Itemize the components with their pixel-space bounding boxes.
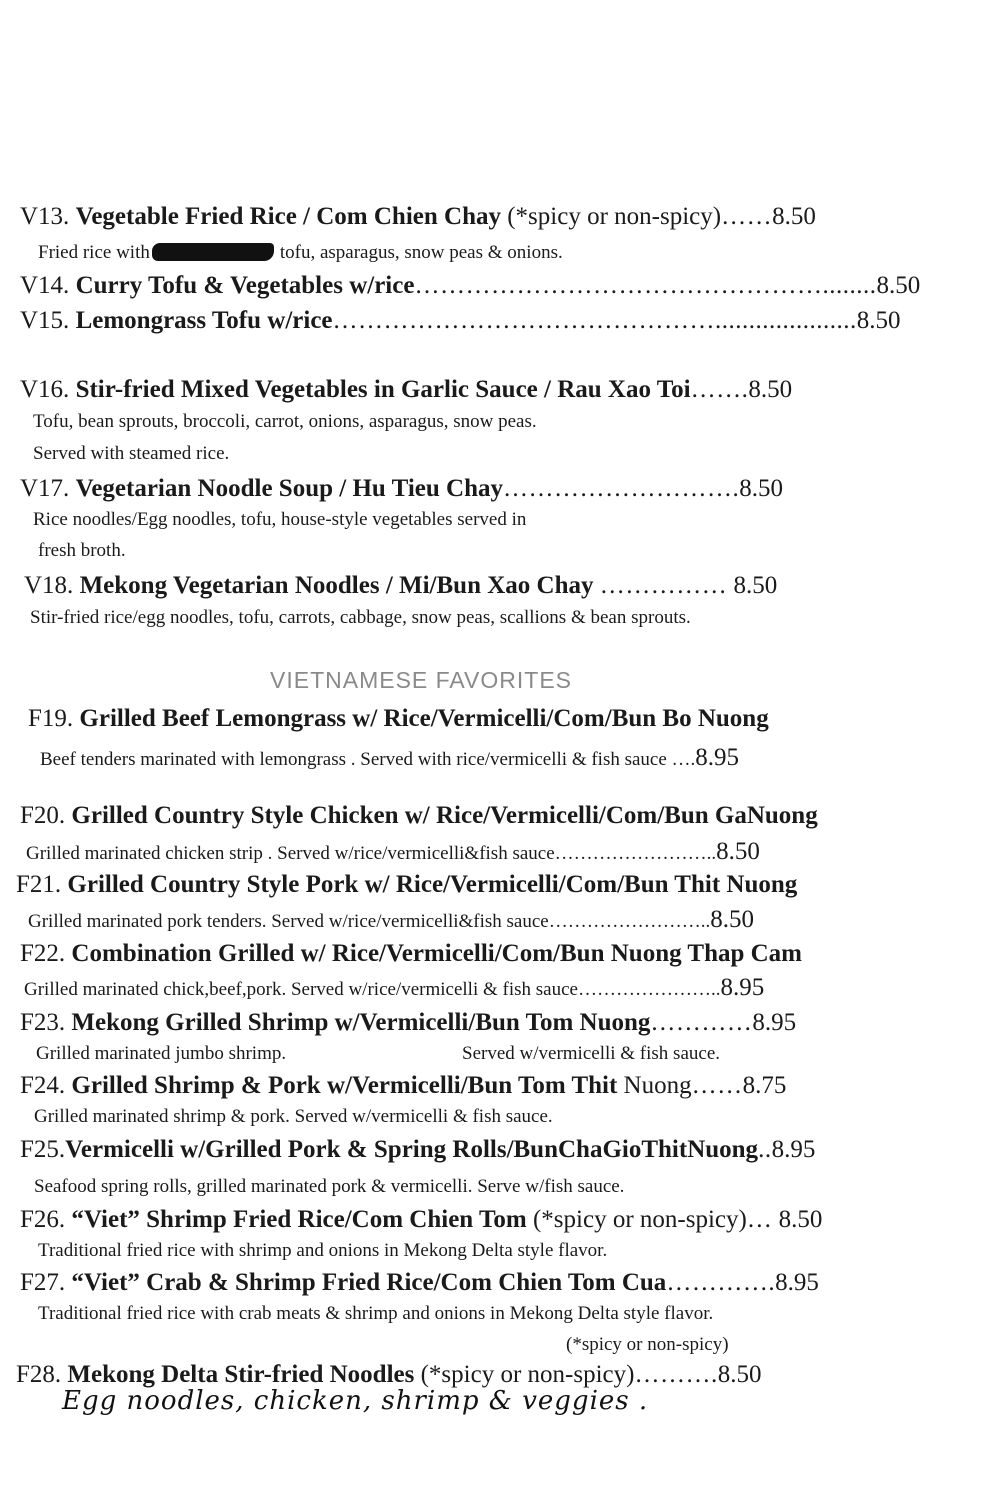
menu-item-f23	[20, 1008, 796, 1038]
item-price: 8.50	[739, 475, 783, 502]
item-leader-dots: ……………………….	[502, 475, 740, 502]
item-price: 8.50	[717, 1361, 762, 1388]
item-leader-dots: ……	[691, 1072, 743, 1099]
item-price: 8.50	[710, 906, 754, 933]
item-code: V18.	[24, 572, 74, 599]
item-description: Traditional fried rice with crab meats & shrimp and onions in Mekong Delta style flavor.	[38, 1303, 714, 1324]
item-code: F19.	[28, 705, 74, 732]
menu-item-f27	[20, 1268, 819, 1298]
menu-item-v18	[24, 571, 777, 601]
item-leader-dots: ……	[721, 203, 773, 230]
item-name: Grilled Country Style Chicken w/ Rice/Vermicelli/Com/Bun GaNuong	[71, 802, 818, 829]
item-description	[40, 743, 739, 773]
item-price: 8.95	[771, 1136, 816, 1163]
item-leader-dots: ………….	[666, 1269, 776, 1296]
menu-item-f22	[20, 939, 802, 969]
item-description	[24, 976, 764, 1002]
item-description	[26, 840, 760, 866]
item-name: Grilled Shrimp & Pork w/Vermicelli/Bun Tom Thit	[71, 1072, 618, 1099]
item-name: Mekong Vegetarian Noodles / Mi/Bun Xao Chay	[79, 572, 594, 599]
item-code: F23.	[20, 1009, 66, 1036]
menu-item-f24	[20, 1071, 786, 1101]
item-name: Vegetarian Noodle Soup / Hu Tieu Chay	[75, 475, 503, 502]
item-leader-dots: …	[746, 1206, 773, 1233]
item-description: Served w/vermicelli & fish sauce.	[462, 1043, 721, 1064]
item-name: Mekong Delta Stir-fried Noodles	[67, 1361, 415, 1388]
menu-item-v16	[20, 375, 792, 405]
item-price: 8.50	[778, 1206, 823, 1233]
item-name: “Viet” Shrimp Fried Rice/Com Chien Tom	[71, 1206, 527, 1233]
item-name: Vermicelli w/Grilled Pork & Spring Rolls/BunChaGioThitNuong	[65, 1136, 759, 1163]
item-price: 8.95	[752, 1009, 797, 1036]
item-description: fresh broth.	[38, 540, 126, 561]
item-name: Stir-fried Mixed Vegetables in Garlic Sauce / Rau Xao Toi	[75, 376, 691, 403]
item-leader-dots: ……….	[634, 1361, 718, 1388]
item-code: F28.	[16, 1361, 62, 1388]
item-price: 8.50	[772, 203, 816, 230]
menu-item-v13	[20, 202, 816, 232]
item-name: Lemongrass Tofu w/rice	[75, 307, 333, 334]
item-code: F26.	[20, 1206, 66, 1233]
item-description: Stir-fried rice/egg noodles, tofu, carrots, cabbage, snow peas, scallions & bean sprouts.	[30, 607, 691, 628]
item-description: Traditional fried rice with shrimp and onions in Mekong Delta style flavor.	[38, 1240, 608, 1261]
item-leader-dots: …………………………………………........	[414, 272, 877, 299]
menu-item-v15	[20, 306, 901, 336]
item-code: V15.	[20, 307, 70, 334]
menu-item-f19	[28, 704, 769, 734]
item-code: F22.	[20, 940, 66, 967]
item-description: Seafood spring rolls, grilled marinated pork & vermicelli. Serve w/fish sauce.	[34, 1176, 625, 1197]
menu-item-f26	[20, 1205, 822, 1235]
description-text: Grilled marinated chicken strip . Served w/rice/vermicelli&fish sauce……………………..	[26, 843, 717, 864]
item-name: Mekong Grilled Shrimp w/Vermicelli/Bun Tom Nuong	[71, 1009, 651, 1036]
menu-item-f21	[16, 870, 797, 900]
item-note: (*spicy or non-spicy)	[532, 1206, 747, 1233]
item-name: Vegetable Fried Rice / Com Chien Chay	[75, 203, 501, 230]
menu-item-v14	[20, 271, 920, 301]
item-code: V14.	[20, 272, 70, 299]
item-name: Grilled Country Style Pork w/ Rice/Vermicelli/Com/Bun Thit Nuong	[67, 871, 798, 898]
item-description: Grilled marinated shrimp & pork. Served w/vermicelli & fish sauce.	[34, 1106, 553, 1127]
item-price: 8.95	[720, 974, 765, 1001]
item-price: 8.75	[742, 1072, 787, 1099]
item-leader-dots: …………	[650, 1009, 753, 1036]
item-price: 8.50	[856, 307, 901, 334]
description-text: Fried rice with	[38, 242, 150, 263]
item-price: 8.95	[695, 744, 740, 771]
item-price: 8.50	[733, 572, 778, 599]
handwritten-note: Egg noodles, chicken, shrimp & veggies .	[62, 1386, 649, 1416]
item-code: F20.	[20, 802, 66, 829]
description-text: tofu, asparagus, snow peas & onions.	[279, 242, 563, 263]
item-code: F27.	[20, 1269, 66, 1296]
item-note: Nuong	[623, 1072, 692, 1099]
item-description	[38, 241, 563, 265]
item-code: F21.	[16, 871, 62, 898]
item-leader-dots: ……………	[599, 572, 728, 599]
item-leader-dots: ..	[758, 1136, 772, 1163]
item-code: V16.	[20, 376, 70, 403]
description-text: Grilled marinated pork tenders. Served w/rice/vermicelli&fish sauce……………………..	[28, 911, 711, 932]
redaction-mark	[152, 243, 274, 261]
item-leader-dots: …….	[690, 376, 749, 403]
item-code: F24.	[20, 1072, 66, 1099]
item-description: (*spicy or non-spicy)	[566, 1334, 729, 1355]
description-text: Beef tenders marinated with lemongrass . Served with rice/vermicelli & fish sauce ….	[40, 749, 696, 770]
item-description: Grilled marinated jumbo shrimp.	[36, 1043, 287, 1064]
item-name: Curry Tofu & Vegetables w/rice	[75, 272, 415, 299]
item-name: “Viet” Crab & Shrimp Fried Rice/Com Chien Tom Cua	[71, 1269, 667, 1296]
menu-item-v17	[20, 474, 783, 504]
item-note: (*spicy or non-spicy)	[507, 203, 722, 230]
item-code: V17.	[20, 475, 70, 502]
item-price: 8.50	[716, 838, 760, 865]
item-note: (*spicy or non-spicy)	[420, 1361, 635, 1388]
item-name: Grilled Beef Lemongrass w/ Rice/Vermicelli/Com/Bun Bo Nuong	[79, 705, 769, 732]
item-code: F25.	[20, 1136, 66, 1163]
description-text: Grilled marinated chick,beef,pork. Served w/rice/vermicelli & fish sauce…………………..	[24, 979, 721, 1000]
item-price: 8.95	[775, 1269, 819, 1296]
item-description: Rice noodles/Egg noodles, tofu, house-style vegetables served in	[33, 509, 527, 530]
item-price: 8.50	[748, 376, 793, 403]
section-heading: VIETNAMESE FAVORITES	[270, 667, 573, 693]
item-description: Served with steamed rice.	[33, 443, 230, 464]
item-description	[28, 908, 754, 934]
menu-item-f20	[20, 801, 818, 831]
item-leader-dots: ……………………………………….....................	[332, 307, 857, 334]
item-name: Combination Grilled w/ Rice/Vermicelli/Com/Bun Nuong Thap Cam	[71, 940, 803, 967]
menu-item-f25	[20, 1135, 815, 1165]
item-code: V13.	[20, 203, 70, 230]
item-price: 8.50	[876, 272, 921, 299]
item-description: Tofu, bean sprouts, broccoli, carrot, onions, asparagus, snow peas.	[33, 411, 537, 432]
